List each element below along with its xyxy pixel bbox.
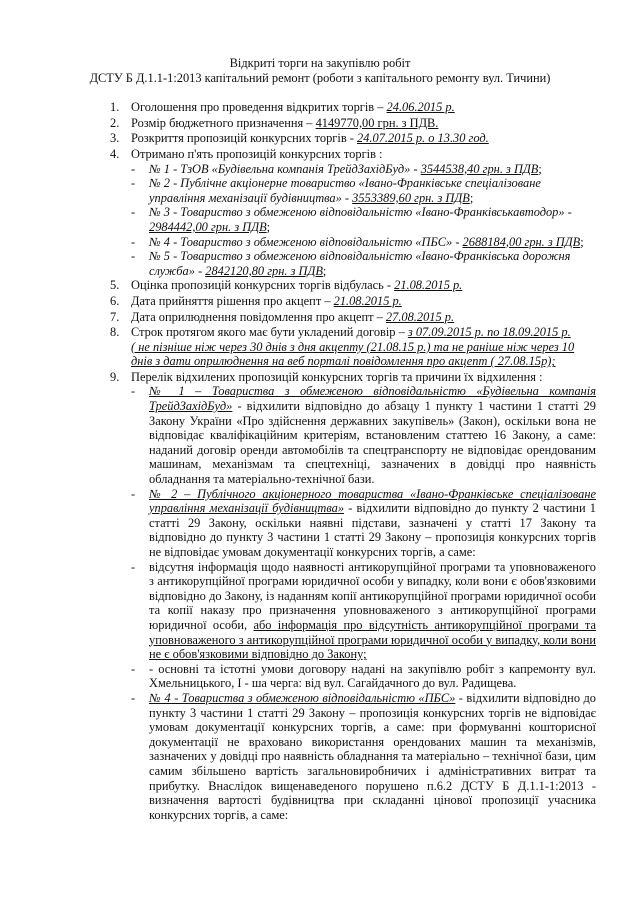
rejection-offer-2 <box>0 487 640 560</box>
dash-bullet: - <box>131 234 136 249</box>
item-number: 5. <box>110 278 120 293</box>
rejection-reason: - відхилити відповідно до абзацу 1 пункту 1 частини 1 статті 29 Закону України «Про здійснення державних закупівель» (Закон), оскільки вона не відповідає кваліфікаційним критеріям, встановленим статтею 16 Закону, а саме: наданий договір оренди автомобілів та спецтранспорту не відповідає орендованим машинам, механізмам та спецтехніці, зазначених в довідці про наявність обладнання та матеріально-технічної бази. <box>149 399 596 487</box>
offer-sep: - <box>194 263 206 278</box>
offer-name: № 1 - ТзОВ «Будівельна компанія ТрейдЗахідБуд» <box>149 161 411 176</box>
item-number: 3. <box>110 131 120 146</box>
item-label: Розмір бюджетного призначення – <box>131 115 316 130</box>
offer-amount: 3553389,60 грн. з ПДВ <box>352 190 470 205</box>
item-number: 7. <box>110 309 120 324</box>
offer-sep: - <box>564 205 572 220</box>
opening-datetime: 24.07.2015 р. о 13.30 год. <box>357 131 489 146</box>
list-item-offers <box>0 147 640 162</box>
item-number: 8. <box>110 325 120 340</box>
rejected-bidder-name: № 1 – Товариства з обмеженою відповідальністю «Будівельна компанія ТрейдЗахідБуд» <box>149 384 596 414</box>
item-number: 4. <box>110 146 120 161</box>
offer-sep: - <box>452 234 463 249</box>
offer-1 <box>0 162 640 177</box>
item-label: Оголошення про проведення відкритих торгів – <box>131 100 387 115</box>
detail-text: - основні та істотні умови договору надані на закупівлю робіт з капремонту вул. Хмельницького, І - ша черга: від вул. Сагайдачного до вул. Радищева. <box>149 661 596 691</box>
offer-name: № 2 - Публічне акціонерне товариство «Івано-Франківське спеціалізоване управління механізації будівництва» <box>149 176 541 205</box>
detail-underlined-text: або інформація про відсутність антикорупційної програми та уповноваженого з антикорупційної програми юридичної особи у випадку, коли вони не є обов'язковими відповідно до Закону; <box>149 617 596 662</box>
list-item-rejected <box>0 370 640 385</box>
offer-amount: 2688184,00 грн. з ПДВ <box>462 234 581 249</box>
title-spacer <box>0 85 640 100</box>
dash-bullet: - <box>131 661 136 676</box>
rejection-offer-4 <box>0 691 640 822</box>
offer-end: ; <box>538 161 542 176</box>
rejection-offer-1 <box>0 384 640 486</box>
dash-bullet: - <box>131 176 136 191</box>
rejection-reason: - відхилити відповідно до пункту 3 частини 1 статті 29 Закону – пропозиція конкурсних торгів не відповідає умовам документації конкурсних торгів, а саме: при формуванні кошторисної документації не враховано використання орендованих машин та механізмів, зазначених у довідці про наявність обладнання та матеріально – технічної бази, цим самим збільшено вартість загальновиробничих і адміністративних витрат та прибутку. Внаслідок вищенаведеного порушено п.6.2 ДСТУ Б Д.1.1-1:2013 - визначення вартості будівництва при складанні цінової пропозиції учасника конкурсних торгів, а саме: <box>149 690 596 822</box>
offer-name: № 5 - Товариство з обмеженою відповідальністю «Івано-Франківська дорожня служба» <box>149 249 571 278</box>
item-label: Розкриття пропозицій конкурсних торгів - <box>131 131 358 146</box>
offer-amount: 3544538,40 грн. з ПДВ <box>420 161 539 176</box>
list-item-decision <box>0 294 640 309</box>
dash-bullet: - <box>131 205 136 220</box>
offer-4 <box>0 235 640 250</box>
detail-text: відсутня інформація щодо наявності антикорупційної програми та уповноваженого з антикорупційної програми юридичної особи у випадку, коли вони є обов'язковими відповідно до Закону, із наданням копії антикорупційної програми юридичної особи та копії наказу про призначення уповноваженого з антикорупційної програми юридичної особи, <box>149 559 596 632</box>
offer-sep: - <box>341 190 353 205</box>
item-number: 9. <box>110 369 120 384</box>
item-label: Перелік відхилених пропозицій конкурсних торгів та причини їх відхилення : <box>131 369 543 384</box>
dash-bullet: - <box>131 384 136 399</box>
decision-date: 21.08.2015 р. <box>333 293 402 308</box>
rejected-bidder-name: № 4 - Товариства з обмеженою відповідальністю «ПБС» <box>149 690 456 705</box>
dash-bullet: - <box>131 249 136 264</box>
item-label: Дата оприлюднення повідомлення про акцепт – <box>131 309 386 324</box>
rejection-reason: - відхилити відповідно до пункту 2 частини 1 статті 29 Закону, оскільки наявні підстави, зазначені у статті 17 Закону та відповідно до пункту 3 частини 1 статті 29 Закону – пропозиція конкурсних торгів не відповідає умовам документації конкурсних торгів, а саме: <box>149 501 596 559</box>
offer-3 <box>0 205 640 234</box>
item-number: 1. <box>110 100 120 115</box>
item-label: Отримано п'ять пропозицій конкурсних торгів : <box>131 146 383 161</box>
offer-sep: - <box>410 161 421 176</box>
list-item-announcement <box>0 100 640 115</box>
document-title: Відкриті торги на закупівлю робіт <box>229 56 411 70</box>
dash-bullet: - <box>131 559 136 574</box>
rejection-offer-2-detail-a <box>0 560 640 662</box>
offer-5 <box>0 249 640 278</box>
item-number: 2. <box>110 115 120 130</box>
dash-bullet: - <box>131 486 136 501</box>
publication-date: 27.08.2015 р. <box>385 309 455 324</box>
offer-name: № 3 - Товариство з обмеженою відповідальністю «Івано-Франківськавтодор» <box>149 205 565 220</box>
announcement-date: 24.06.2015 р. <box>386 100 455 115</box>
rejected-bidder-name: № 2 – Публічного акціонерного товариства «Івано-Франківське спеціалізоване управління механізації будівництва» <box>149 486 596 516</box>
list-item-budget <box>0 116 640 131</box>
item-label: Дата прийняття рішення про акцепт – <box>131 293 334 308</box>
document-subtitle: ДСТУ Б Д.1.1-1:2013 капітальний ремонт (роботи з капітального ремонту вул. Тичини) <box>89 70 551 85</box>
list-item-publication <box>0 310 640 325</box>
offer-end: ; <box>322 263 327 278</box>
offer-end: ; <box>266 219 271 234</box>
evaluation-date: 21.08.2015 р. <box>394 278 463 293</box>
list-item-evaluation <box>0 278 640 293</box>
offer-2 <box>0 176 640 205</box>
offer-end: ; <box>580 234 584 249</box>
list-item-opening <box>0 131 640 146</box>
rejection-offer-2-detail-b <box>0 662 640 691</box>
item-number: 6. <box>110 293 120 308</box>
dash-bullet: - <box>131 161 136 176</box>
item-label: Оцінка пропозицій конкурсних торгів відбулась - <box>131 278 395 293</box>
list-item-contract-term <box>0 325 640 369</box>
offer-amount: 2984442,00 грн. з ПДВ <box>149 219 267 234</box>
offer-name: № 4 - Товариство з обмеженою відповідальністю «ПБС» <box>149 234 453 249</box>
contract-term-note: ( не пізніше ніж через 30 днів з дня акцепту (21.08.15 р.) та не раніше ніж через 10 днів з дати оприлюднення на веб порталі повідомлення про акцепт ( 27.08.15р); <box>131 339 575 369</box>
offer-amount: 2842120,80 грн. з ПДВ <box>205 263 323 278</box>
budget-amount: 4149770,00 грн. з ПДВ. <box>315 115 439 130</box>
contract-term-range: з 07.09.2015 р. по 18.09.2015 р. <box>407 325 571 340</box>
offer-end: ; <box>469 190 474 205</box>
item-label: Строк протягом якого має бути укладений договір – <box>131 325 408 340</box>
dash-bullet: - <box>131 690 136 705</box>
